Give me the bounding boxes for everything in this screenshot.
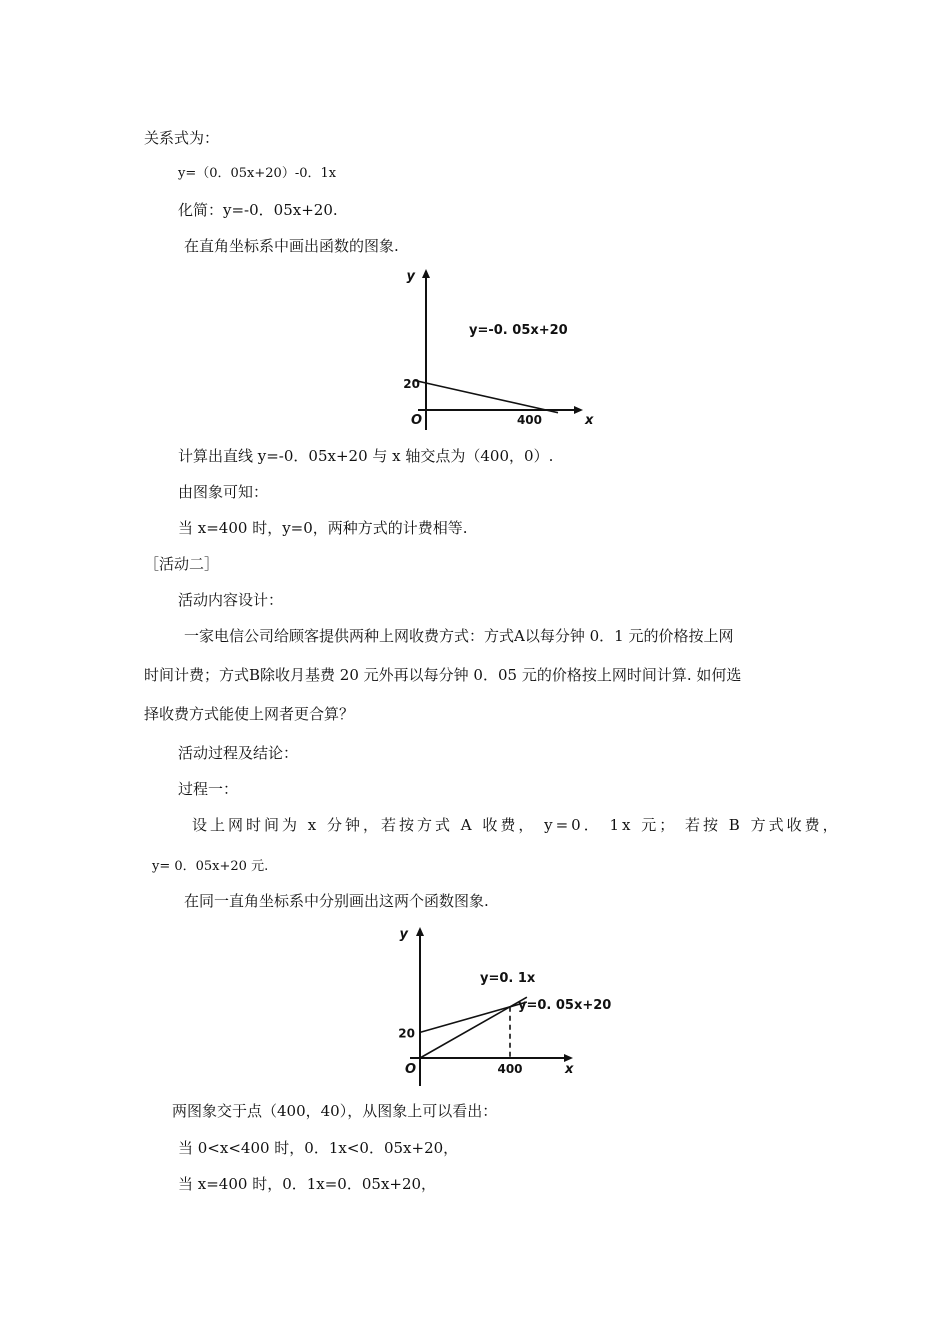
x-tick-label: 400 [497, 1062, 523, 1076]
text-line: 设上网时间为 x 分钟，若按方式 A 收费， y=0． 1x 元； 若按 B 方式收费， [192, 816, 841, 834]
text-line: 关系式为： [144, 129, 220, 147]
x-axis-arrow [574, 406, 583, 414]
text-line: 活动内容设计： [178, 591, 284, 609]
x-tick-label: 400 [516, 413, 542, 427]
text-line: 择收费方式能使上网者更合算？ [144, 705, 355, 723]
text-line: 在同一直角坐标系中分别画出这两个函数图象. [184, 892, 489, 910]
x-axis-label: x [585, 413, 594, 428]
text-line: y=（0．05x+20）-0．1x [178, 166, 337, 181]
y-axis-label: y [399, 927, 408, 942]
chart-decreasing-line [390, 265, 600, 435]
text-line: 当 x=400 时，y=0，两种方式的计费相等. [178, 519, 468, 537]
series-label-2: y=0. 05x+20 [518, 998, 612, 1013]
text-line: 过程一： [178, 780, 239, 798]
text-line: 计算出直线 y=-0．05x+20 与 x 轴交点为（400，0）. [178, 447, 554, 465]
y-tick-label: 20 [403, 377, 420, 391]
text-line: y= 0．05x+20 元. [152, 859, 269, 874]
series-line [414, 380, 558, 412]
origin-label: O [410, 413, 422, 428]
text-line: 两图象交于点（400，40），从图象上可以看出： [172, 1102, 498, 1120]
x-axis-label: x [565, 1062, 574, 1077]
y-tick-label: 20 [398, 1026, 415, 1041]
text-line: 在直角坐标系中画出函数的图象. [184, 237, 399, 255]
text-line: 当 0<x<400 时，0．1x<0．05x+20， [178, 1139, 459, 1157]
text-line: 一家电信公司给顾客提供两种上网收费方式：方式A以每分钟 0．1 元的价格按上网 [184, 627, 734, 645]
series-label-1: y=0. 1x [480, 971, 536, 986]
text-line: 化简：y=-0．05x+20. [178, 201, 338, 219]
section-heading: ［活动二］ [144, 555, 220, 573]
text-line: 当 x=400 时，0．1x=0．05x+20， [178, 1175, 437, 1193]
chart-two-lines [390, 922, 612, 1087]
x-axis-arrow [564, 1054, 573, 1062]
series-label: y=-0. 05x+20 [469, 323, 568, 338]
y-axis-label: y [406, 269, 415, 284]
y-axis-arrow [422, 269, 430, 278]
text-line: 由图象可知： [178, 483, 269, 501]
origin-label: O [404, 1062, 416, 1077]
text-line: 活动过程及结论： [178, 744, 299, 762]
y-axis-arrow [416, 927, 424, 936]
text-line: 时间计费；方式B除收月基费 20 元外再以每分钟 0．05 元的价格按上网时间计算. 如何选 [144, 666, 742, 684]
